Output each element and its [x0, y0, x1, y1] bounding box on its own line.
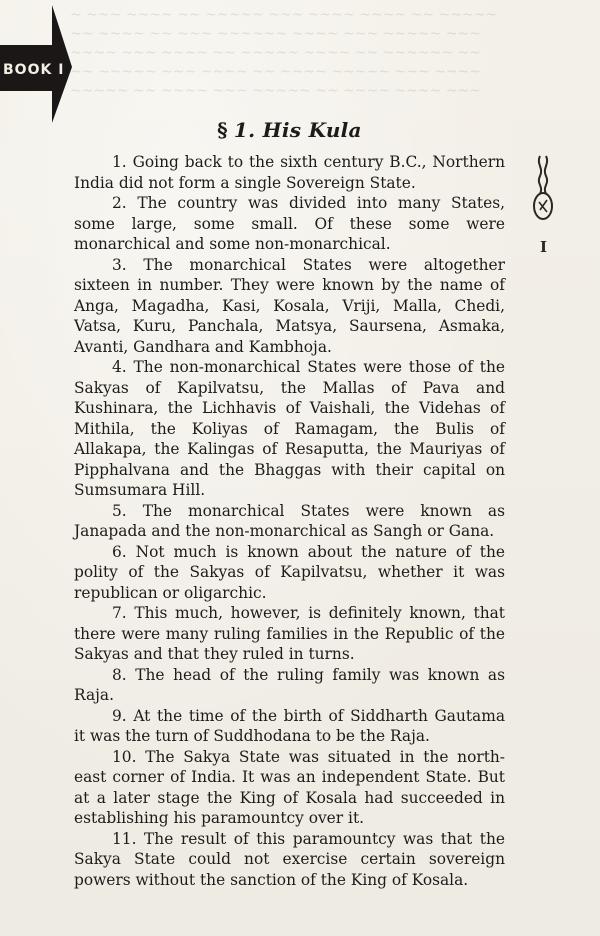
margin-roman-numeral: I [540, 238, 548, 256]
paragraph-7: 7. This much, however, is definitely known, that there were many ruling families in the Republic of the Sakyas and that they ruled in turns. [74, 604, 505, 663]
page-content [74, 118, 505, 890]
paragraph-5: 5. The monarchical States were known as Janapada and the non-monarchical as Sangh or Gana. [74, 501, 505, 540]
paragraph-1: 1. Going back to the sixth century B.C., Northern India did not form a single Sovereign State. [74, 153, 505, 192]
paragraph-10: 10. The Sakya State was situated in the north-east corner of India. It was an independent State. But at a later stage the King of Kosala had succeeded in establishing his paramountcy over it. [74, 747, 505, 827]
book-tab-label: BOOK I [3, 62, 65, 78]
paragraph-11: 11. The result of this paramountcy was that the Sakya State could not exercise certain sovereign powers without the sanction of the King of Kosala. [74, 829, 505, 889]
book-tab [0, 5, 72, 123]
paragraph-8: 8. The head of the ruling family was known as Raja. [74, 665, 505, 704]
section-symbol: § [217, 118, 228, 142]
section-heading [74, 118, 505, 142]
paragraph-2: 2. The country was divided into many States, some large, some small. Of these some were monarchical and some non-monarchical. [74, 194, 505, 253]
paragraph-6: 6. Not much is known about the nature of the polity of the Sakyas of Kapilvatsu, whether it was republican or oligarchic. [74, 542, 505, 602]
paragraph-4: 4. The non-monarchical States were those of the Sakyas of Kapilvatsu, the Mallas of Pava and Kushinara, the Lichhavis of Vaishali, the Videhas of Mithila, the Koliyas of Ramagam, the Bulis of Allakapa, the Kalingas of Resaputta, the Mauriyas of Pipphalvana and the Bhaggas with their capital on Sumsumara Hill. [74, 358, 505, 499]
paragraph-3: 3. The monarchical States were altogether sixteen in number. They were known by the name of Anga, Magadha, Kasi, Kosala, Vriji, Malla, Chedi, Vatsa, Kuru, Panchala, Matsya, Saursena, Asmaka, Avanti, Gandhara and Kambhoja. [74, 255, 505, 356]
bleed-through-texture: ~ ~~~ ~~~~ ~~ ~~~~~ ~~~ ~~~~ ~~~~ ~~ ~~~~~ ~~ ~~~~ ~~ ~~~ ~~~~~~ ~~~~ ~~~ ~~~~~ ~~~ ~~~~ ~~~ ~~~~ ~~ ~~~~~ ~~~~ ~~ ~~~~~~ ~~ ~~ ~~~~~ ~~~ ~~~~ ~~ ~~~~ ~~~~~ ~~~ ~~~~ ~~~~~ ~~ ~~~~ ~~~ ~~~~~ ~~ ~~~~ ~~~~ ~~~ [70, 7, 498, 99]
margin-hand-mark [530, 150, 560, 230]
section-title: 1. His Kula [233, 118, 362, 142]
paragraph-9: 9. At the time of the birth of Siddharth Gautama it was the turn of Suddhodana to be the Raja. [74, 706, 505, 745]
